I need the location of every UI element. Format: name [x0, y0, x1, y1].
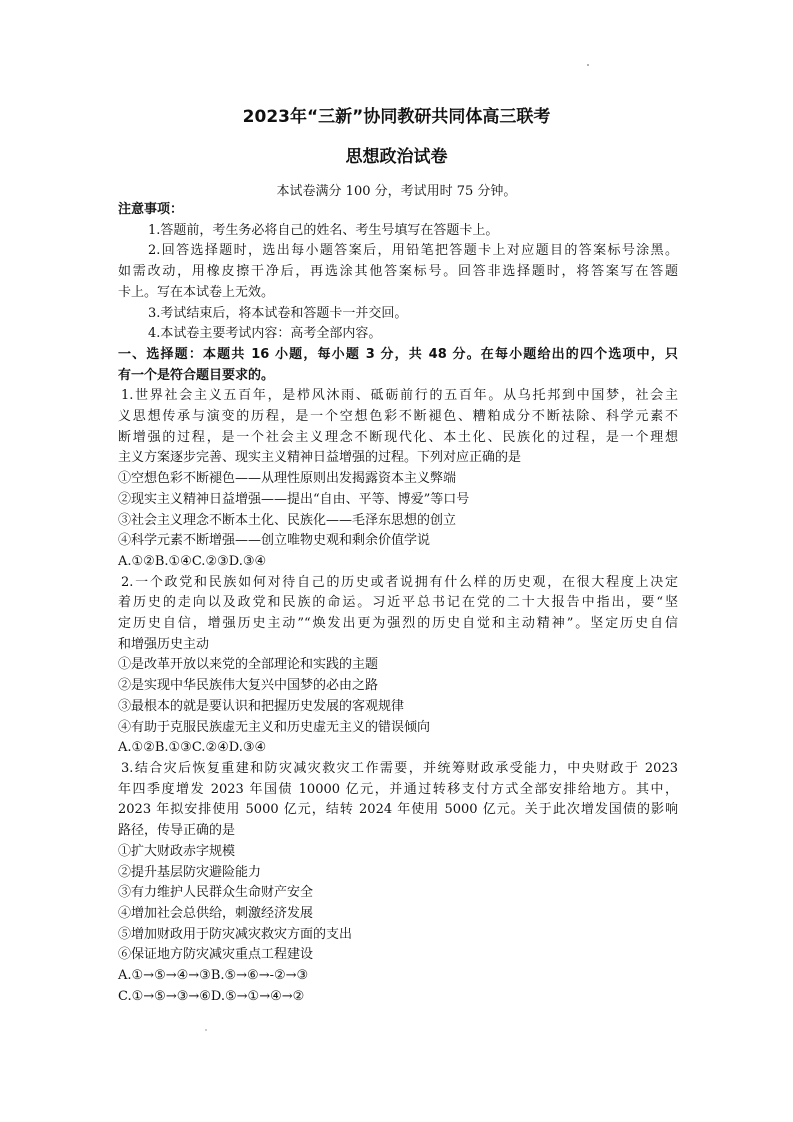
question-3-option: ③有力维护人民群众生命财产安全	[118, 885, 314, 901]
exam-info: 本试卷满分 100 分，考试用时 75 分钟。	[276, 184, 517, 199]
question-3-stem: 2023 年拟安排使用 5000 亿元，结转 2024 年使用 5000 亿元。关于此次增发国债的影响	[118, 802, 678, 818]
question-1-stem: 主义方案逐步完善、现实主义精神日益增强的过程。下列对应正确的是	[118, 450, 522, 466]
scan-speck	[587, 64, 589, 66]
question-2-option: ③最根本的就是要认识和把握历史发展的客观规律	[118, 698, 405, 714]
exam-title: 2023年“三新”协同教研共同体高三联考	[242, 107, 551, 127]
question-2-stem: 着历史的走向以及政党和民族的命运。习近平总书记在党的二十大报告中指出，要“坚	[118, 595, 678, 611]
question-1-stem: 义思想传承与演变的历程，是一个空想色彩不断褪色、糟粕成分不断祛除、科学元素不	[118, 409, 678, 425]
question-3-option: ①扩大财政赤字规模	[118, 843, 236, 859]
question-1-option: ②现实主义精神日益增强——提出“自由、平等、博爱”等口号	[118, 491, 470, 507]
question-1-option: ③社会主义理念不断本土化、民族化——毛泽东思想的创立	[118, 512, 457, 528]
section-heading: 一、选择题：本题共 16 小题，每小题 3 分，共 48 分。在每小题给出的四个选项中，只	[118, 346, 678, 362]
note-item: 如需改动，用橡皮擦干净后，再选涂其他答案标号。回答非选择题时，将答案写在答题	[118, 264, 678, 280]
question-3-stem: 路径，传导正确的是	[118, 823, 236, 839]
scan-speck	[205, 1029, 207, 1031]
question-1-stem: 1.世界社会主义五百年，是栉风沐雨、砥砺前行的五百年。从乌托邦到中国梦，社会主	[121, 388, 678, 404]
note-item: 4.本试卷主要考试内容：高考全部内容。	[148, 326, 382, 342]
exam-subject: 思想政治试卷	[345, 147, 448, 167]
question-2-stem: 定历史自信，增强历史主动”“焕发出更为强烈的历史自觉和主动精神”。坚定历史自信	[118, 616, 678, 632]
question-1-answers: A.①②B.①④C.②③D.③④	[118, 553, 267, 569]
note-item: 3.考试结束后，将本试卷和答题卡一并交回。	[148, 305, 408, 321]
question-1-option: ④科学元素不断增强——创立唯物史观和剩余价值学说	[118, 533, 431, 549]
question-1-stem: 断增强的过程，是一个社会主义理念不断现代化、本土化、民族化的过程，是一个理想	[118, 429, 678, 445]
question-3-answers: C.①→⑤→③→⑥D.⑤→①→④→②	[118, 988, 305, 1004]
note-item: 卡上。写在本试卷上无效。	[118, 284, 275, 300]
section-heading: 有一个是符合题目要求的。	[118, 367, 275, 383]
note-item: 1.答题前，考生务必将自己的姓名、考生号填写在答题卡上。	[148, 222, 499, 238]
question-3-option: ④增加社会总供给，刺激经济发展	[118, 905, 314, 921]
question-3-option: ⑤增加财政用于防灾减灾救灾方面的支出	[118, 926, 353, 942]
question-2-option: ①是改革开放以来党的全部理论和实践的主题	[118, 657, 379, 673]
question-3-option: ②提升基层防灾避险能力	[118, 864, 262, 880]
question-2-option: ④有助于克服民族虚无主义和历史虚无主义的错误倾向	[118, 719, 431, 735]
question-2-option: ②是实现中华民族伟大复兴中国梦的必由之路	[118, 678, 379, 694]
question-2-stem: 和增强历史主动	[118, 636, 210, 652]
question-3-stem: 年四季度增发 2023 年国债 10000 亿元，并通过转移支付方式全部安排给地方。其中，	[118, 781, 678, 797]
question-3-option: ⑥保证地方防灾减灾重点工程建设	[118, 947, 314, 963]
question-2-stem: 2.一个政党和民族如何对待自己的历史或者说拥有什么样的历史观，在很大程度上决定	[121, 574, 678, 590]
question-2-answers: A.①②B.①③C.②④D.③④	[118, 740, 267, 756]
question-3-stem: 3.结合灾后恢复重建和防灾减灾救灾工作需要，并统筹财政承受能力，中央财政于 2023	[121, 760, 678, 776]
question-3-answers: A.①→⑤→④→③B.⑤→⑥→-②→③	[118, 968, 309, 984]
question-1-option: ①空想色彩不断褪色——从理性原则出发揭露资本主义弊端	[118, 471, 457, 487]
exam-content	[118, 200, 678, 1007]
note-item: 2.回答选择题时，选出每小题答案后，用铅笔把答题卡上对应题目的答案标号涂黑。	[148, 243, 678, 259]
notes-heading: 注意事项：	[118, 202, 184, 217]
